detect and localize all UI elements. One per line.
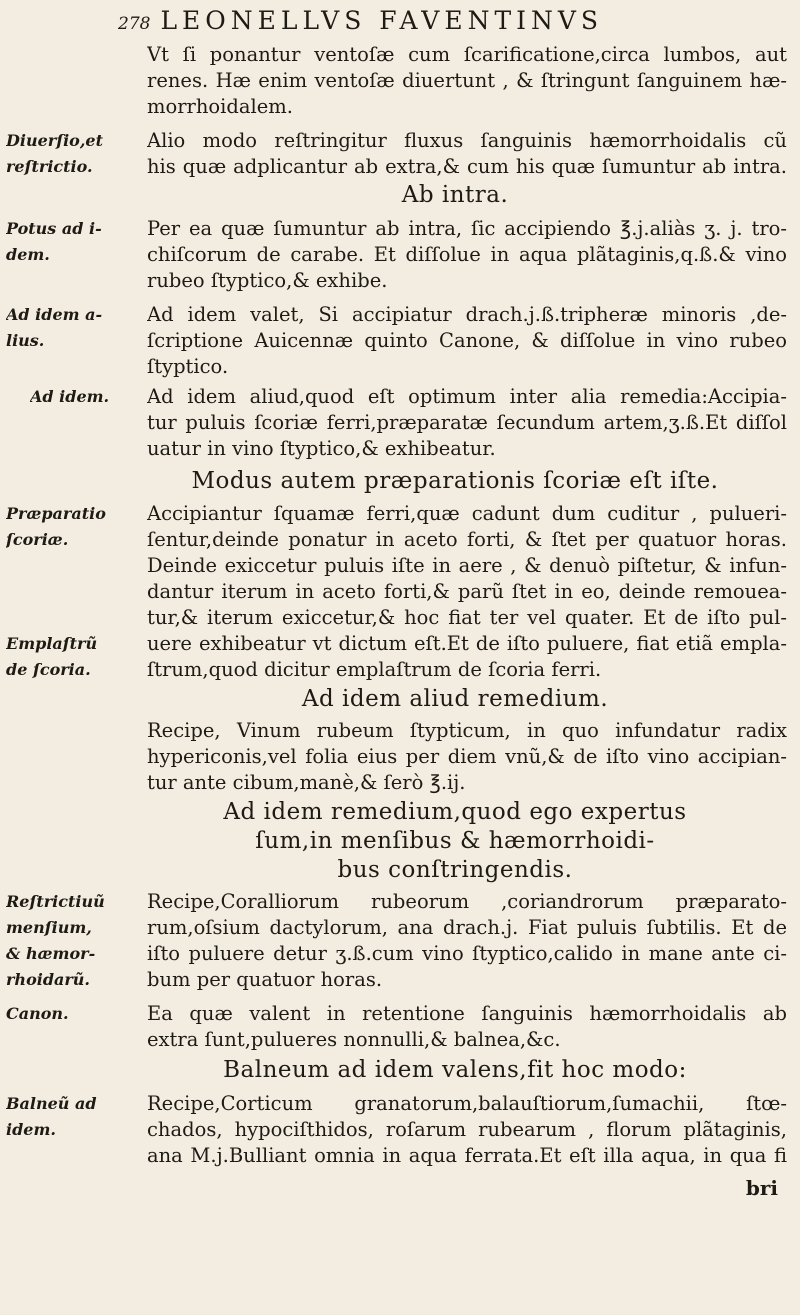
- text-line: Deinde exiccetur puluis iſte in aere , & denuò piſtetur, & infun-: [147, 554, 787, 577]
- text-line: renes. Hæ enim ventoſæ diuertunt , & ſtringunt ſanguinem hæ-: [147, 69, 787, 92]
- text-line: dantur iterum in aceto forti,& parũ ſtet in eo, deinde remouea-: [147, 580, 787, 603]
- margin-note: menſium,: [6, 918, 92, 937]
- text-line: tur ante cibum,manè,& ſerò ℥.ij.: [147, 771, 466, 794]
- running-header: [118, 6, 603, 35]
- text-line: hypericonis,vel folia eius per diem vnũ,& de iſto vino accipian-: [147, 745, 787, 768]
- margin-note: Emplaſtrũ: [6, 634, 98, 653]
- margin-note: & hæmor-: [6, 944, 96, 963]
- text-line: ſentur,deinde ponatur in aceto forti, & ſtet per quatuor horas.: [147, 528, 787, 551]
- text-line: his quæ adplicantur ab extra,& cum his quæ ſumuntur ab intra.: [147, 155, 787, 178]
- text-line: rum,oſsium dactylorum, ana drach.j. Fiat puluis ſubtilis. Et de: [147, 916, 787, 939]
- text-line: iſto puluere detur ʒ.ß.cum vino ſtyptico,calido in mane ante ci-: [147, 942, 787, 965]
- text-line: ſtyptico.: [147, 355, 229, 378]
- section-heading: Balneum ad idem valens,fit hoc modo:: [223, 1057, 687, 1083]
- text-line: ſtrum,quod dicitur emplaſtrum de ſcoria ferri.: [147, 658, 602, 681]
- margin-note: dem.: [6, 245, 50, 264]
- text-line: chiſcorum de carabe. Et diſſolue in aqua plãtaginis,q.ß.& vino: [147, 243, 787, 266]
- text-line: Vt ſi ponantur ventoſæ cum ſcarificatione,circa lumbos, aut: [147, 43, 787, 66]
- margin-note: lius.: [6, 331, 45, 350]
- margin-note: Reſtrictiuũ: [6, 892, 105, 911]
- section-heading: Modus autem præparationis ſcoriæ eſt iſte.: [191, 468, 719, 494]
- margin-note: Canon.: [6, 1004, 69, 1023]
- margin-note: Ad idem a-: [6, 305, 103, 324]
- text-line: Recipe,Corticum granatorum,balauſtiorum,ſumachii, ſtœ-: [147, 1092, 787, 1115]
- margin-note: rhoidarũ.: [6, 970, 90, 989]
- text-line: chados, hypociſthidos, roſarum rubearum , florum plãtaginis,: [147, 1118, 787, 1141]
- margin-note: idem.: [6, 1120, 56, 1139]
- catchword: bri: [745, 1176, 778, 1200]
- margin-note: reſtrictio.: [6, 157, 93, 176]
- margin-note: de ſcoria.: [6, 660, 91, 679]
- margin-note: Præparatio: [6, 504, 106, 523]
- section-heading: Ad idem aliud remedium.: [301, 686, 609, 712]
- margin-note: Potus ad i-: [6, 219, 102, 238]
- text-line: Recipe,Coralliorum rubeorum ,coriandrorum præparato-: [147, 890, 787, 913]
- text-line: Alio modo reſtringitur fluxus ſanguinis hæmorrhoidalis cũ: [147, 129, 787, 152]
- margin-note: Diuerſio,et: [6, 131, 103, 150]
- running-title: LEONELLVS FAVENTINVS: [160, 6, 604, 35]
- margin-note: ſcoriæ.: [6, 530, 69, 549]
- text-line: Ea quæ valent in retentione ſanguinis hæmorrhoidalis ab: [147, 1002, 787, 1025]
- text-line: bum per quatuor horas.: [147, 968, 383, 991]
- section-heading: bus conſtringendis.: [337, 857, 573, 883]
- text-line: Ad idem aliud,quod eſt optimum inter alia remedia:Accipia-: [147, 385, 787, 408]
- section-heading: Ad idem remedium,quod ego expertus: [223, 799, 687, 825]
- text-line: uatur in vino ſtyptico,& exhibeatur.: [147, 437, 496, 460]
- text-line: Ad idem valet, Si accipiatur drach.j.ß.tripheræ minoris ,de-: [147, 303, 787, 326]
- page-number: 278: [118, 14, 151, 34]
- text-line: Accipiantur ſquamæ ferri,quæ cadunt dum cuditur , pulueri-: [147, 502, 787, 525]
- text-line: Recipe, Vinum rubeum ſtypticum, in quo infundatur radix: [147, 719, 787, 742]
- text-line: Per ea quæ ſumuntur ab intra, ſic accipiendo ℥.j.aliàs ʒ. j. tro-: [147, 217, 787, 240]
- section-heading: Ab intra.: [401, 182, 509, 208]
- text-line: ana M.j.Bulliant omnia in aqua ferrata.Et eſt illa aqua, in qua fi: [147, 1144, 787, 1167]
- text-line: morrhoidalem.: [147, 95, 293, 118]
- text-line: ſcriptione Auicennæ quinto Canone, & diſſolue in vino rubeo: [147, 329, 787, 352]
- text-line: extra ſunt,pulueres nonnulli,& balnea,&c.: [147, 1028, 561, 1051]
- text-line: tur,& iterum exiccetur,& hoc fiat ter vel quater. Et de iſto pul-: [147, 606, 787, 629]
- section-heading: ſum,in menſibus & hæmorrhoidi-: [255, 828, 655, 854]
- text-line: tur puluis ſcoriæ ferri,præparatæ ſecundum artem,ʒ.ß.Et diſſol: [147, 411, 787, 434]
- text-line: uere exhibeatur vt dictum eſt.Et de iſto puluere, fiat etiã empla-: [147, 632, 787, 655]
- margin-note: Ad idem.: [30, 387, 110, 406]
- margin-note: Balneũ ad: [6, 1094, 97, 1113]
- text-line: rubeo ſtyptico,& exhibe.: [147, 269, 388, 292]
